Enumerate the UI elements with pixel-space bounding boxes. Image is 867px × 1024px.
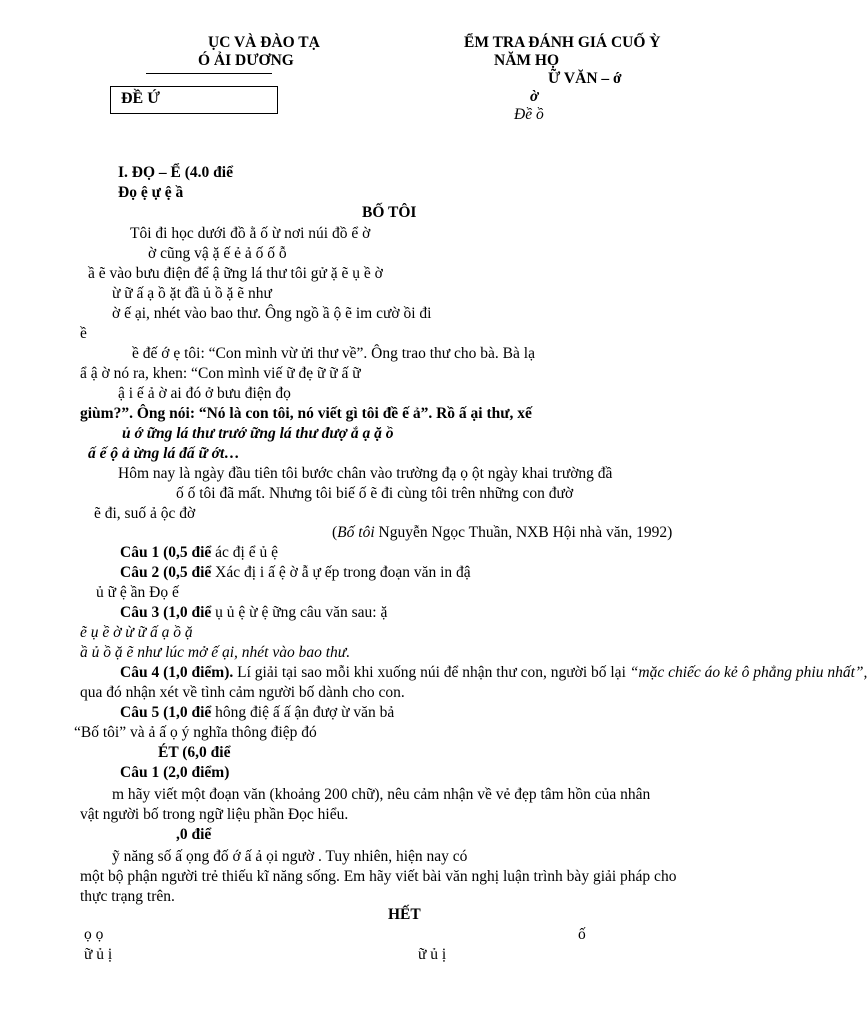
- passage-line: ề: [80, 325, 87, 342]
- passage-line: ầ ẽ vào bưu điện để ậ ững lá thư tôi gử ặ ẽ ụ ề ờ: [88, 265, 383, 282]
- header-page-count: Đề ồ: [514, 106, 544, 123]
- passage-line: ẽ đi, suố ả ộc đờ: [94, 505, 196, 522]
- question-1-text: ác đị ể ủ ệ: [211, 544, 278, 561]
- header-duration: ờ: [530, 88, 539, 105]
- footer-candidate-name: ọ ọ: [84, 926, 104, 943]
- writing-question-2-text: ỹ năng số ấ ọng đố ớ ấ ả ọi ngườ . Tuy nhiên, hiện nay có: [112, 848, 468, 865]
- passage-line: ố ố tôi đã mất. Nhưng tôi biế ố ẽ đi cùng tôi trên những con đườ: [176, 485, 574, 502]
- header-school-year: NĂM HỌ: [494, 52, 560, 69]
- header-ministry-line: ỤC VÀ ĐÀO TẠ: [208, 34, 320, 51]
- footer-proctor-1: ữ ủ ị: [84, 946, 113, 963]
- question-2-label: Câu 2 (0,5 điể: [120, 564, 212, 581]
- writing-question-1-cont: vật người bố trong ngữ liệu phần Đọc hiểu.: [80, 806, 349, 823]
- writing-question-2-cont-end: thực trạng trên.: [80, 888, 175, 905]
- passage-line-bold: ấ ế ộ ả ừng lá đấ ữ ớt…: [88, 445, 240, 462]
- question-4-quote: “mặc chiếc áo kẻ ô phẳng phiu nhất”,: [629, 664, 867, 681]
- passage-citation: (Bố tôi Nguyễn Ngọc Thuần, NXB Hội nhà văn, 1992): [332, 524, 673, 541]
- question-5-label: Câu 5 (1,0 điể: [120, 704, 212, 721]
- question-4: [120, 664, 867, 682]
- question-5: [120, 704, 394, 722]
- question-4-text: Lí giải tại sao mỗi khi xuống núi để nhận thư con, người bố lại: [233, 664, 630, 681]
- question-1: [120, 544, 278, 562]
- writing-question-2-cont: một bộ phận người trẻ thiếu kĩ năng sống. Em hãy viết bài văn nghị luận trình bày giải pháp cho: [80, 868, 677, 885]
- official-exam-label: ĐỀ Ứ: [121, 90, 160, 107]
- question-3-quote-end: ầ ủ ồ ặ ẽ như lúc mở ế ại, nhét vào bao thư.: [80, 644, 351, 661]
- reading-instruction: Đọ ệ ự ệ ầ: [118, 184, 184, 201]
- question-5-text: hông điệ ấ ấ ận đượ ừ văn bả: [211, 704, 395, 721]
- question-2-text: Xác đị i ấ ệ ờ ẫ ự ếp trong đoạn văn in đậ: [211, 564, 471, 581]
- passage-line: ề đế ớ ẹ tôi: “Con mình vừ ửi thư về”. Ông trao thư cho bà. Bà lạ: [132, 345, 535, 362]
- question-5-cont: “Bố tôi” và ả ấ ọ ý nghĩa thông điệp đó: [74, 724, 317, 741]
- question-4-cont: qua đó nhận xét về tình cảm người bố dành cho con.: [80, 684, 405, 701]
- question-2: [120, 564, 471, 582]
- passage-line: Hôm nay là ngày đầu tiên tôi bước chân vào trường đạ ọ ột ngày khai trường đầ: [118, 465, 613, 482]
- writing-question-2-label: ,0 điể: [176, 826, 212, 843]
- question-3: [120, 604, 387, 622]
- official-exam-box: [110, 86, 278, 114]
- writing-question-1-label: Câu 1 (2,0 điểm): [120, 764, 230, 781]
- passage-line-bold: giùm?”. Ông nói: “Nó là con tôi, nó viết gì tôi đề ế ả”. Rồ ấ ại thư, xế: [80, 405, 532, 422]
- footer-proctor-2: ữ ủ ị: [418, 946, 447, 963]
- section-writing-title: ÉT (6,0 điể: [158, 744, 231, 761]
- passage-line: ờ ế ại, nhét vào bao thư. Ông ngồ ầ ộ ẽ im cườ ồi đi: [112, 305, 432, 322]
- question-4-label: Câu 4 (1,0 điểm).: [120, 664, 234, 681]
- question-2-cont: ủ ữ ệ ần Đọ ế: [96, 584, 179, 601]
- passage-line: ậ i ế ả ờ ai đó ở bưu điện đọ: [118, 385, 291, 402]
- passage-line: ẩ ậ ờ nó ra, khen: “Con mình viế ữ đẹ ữ ữ ấ ữ: [80, 365, 361, 382]
- passage-line-bold: ủ ớ ững lá thư trướ ững lá thư đượ ắ ạ ặ ồ: [122, 425, 394, 442]
- writing-question-1-text: m hãy viết một đoạn văn (khoảng 200 chữ), nêu cảm nhận về vẻ đẹp tâm hồn của nhân: [112, 786, 651, 803]
- footer-candidate-number: ố: [578, 926, 586, 943]
- story-title: BỐ TÔI: [362, 204, 417, 221]
- header-department-line: Ó ẢI DƯƠNG: [198, 52, 294, 69]
- question-3-quote: ẽ ụ ề ờ ừ ữ ấ ạ ồ ặ: [80, 624, 193, 641]
- question-3-label: Câu 3 (1,0 điể: [120, 604, 212, 621]
- passage-line: ừ ữ ấ ạ ồ ặt đầ ủ ồ ặ ẽ như: [112, 285, 272, 302]
- citation-source: Nguyễn Ngọc Thuần, NXB Hội nhà văn, 1992): [374, 524, 673, 541]
- section-reading-title: I. ĐỌ – Ể (4.0 điể: [118, 164, 233, 181]
- header-underline: [146, 73, 272, 74]
- end-marker: HẾT: [388, 906, 421, 923]
- passage-line: ờ cũng vậ ặ ế ẻ ả ố ố ỗ: [148, 245, 287, 262]
- citation-work: Bố tôi: [337, 524, 375, 541]
- passage-line: Tôi đi học dưới đồ ằ ố ừ nơi núi đồ ể ờ: [130, 225, 371, 242]
- question-3-text: ụ ủ ệ ừ ệ ững câu văn sau: ặ: [211, 604, 388, 621]
- question-1-label: Câu 1 (0,5 điể: [120, 544, 212, 561]
- header-subject: Ữ VĂN – ớ: [548, 70, 622, 87]
- header-exam-title: ỂM TRA ĐÁNH GIÁ CUỐ Ỳ: [464, 34, 661, 51]
